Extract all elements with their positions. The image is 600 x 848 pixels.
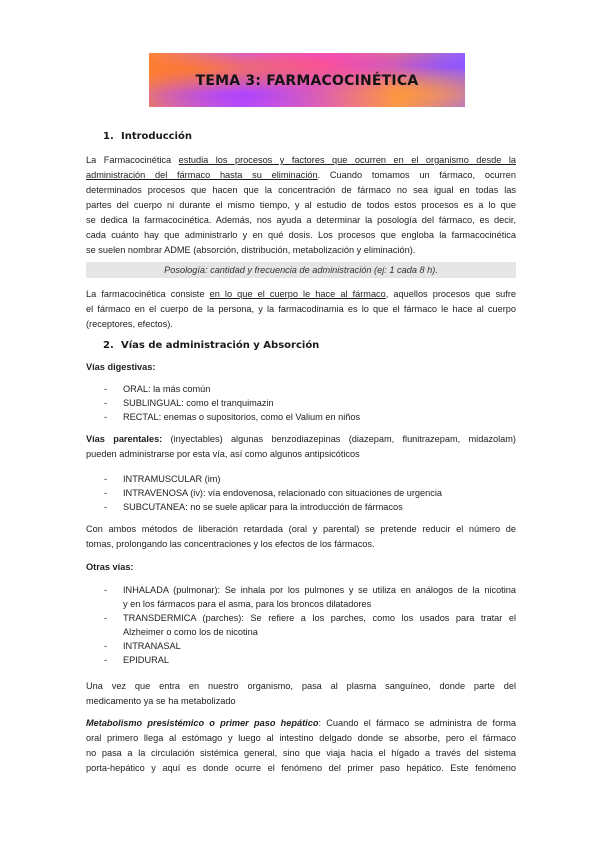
bullet-dash: - <box>104 488 108 498</box>
text-run: La Farmacocinética <box>86 155 179 165</box>
metabolismo-paragraph <box>86 716 516 776</box>
plasma-paragraph <box>86 679 516 709</box>
list-item <box>104 382 516 396</box>
otras-vias-list <box>104 583 516 667</box>
liberacion-retardada-paragraph <box>86 522 516 552</box>
text-line <box>86 168 516 183</box>
vias-parentales-paragraph <box>86 432 516 462</box>
text-line <box>86 153 516 168</box>
text-line: medicamento ya se ha metabolizado <box>86 696 236 706</box>
list-item-text: INHALADA (pulmonar): Se inhala por los pulmones y se utiliza en análogos de la nicotina <box>123 585 516 595</box>
section-number: 2. <box>103 340 114 351</box>
text-run: La farmacocinética consiste <box>86 289 210 299</box>
text-line: no pasa a la circulación sistémica general, sino que viaja hacia el hígado a través del sistema <box>86 748 516 758</box>
list-item-text: TRANSDERMICA (parches): Se refiere a los parches, como los usados para tratar el <box>123 613 516 623</box>
bullet-dash: - <box>104 398 108 408</box>
section-title: Vías de administración y Absorción <box>121 340 320 351</box>
underlined-text: administración del fármaco hasta su eliminación <box>86 170 318 180</box>
bullet-dash: - <box>104 613 108 623</box>
posologia-note: Posología: cantidad y frecuencia de administración (ej: 1 cada 8 h). <box>86 262 516 278</box>
text-line: partes del cuerpo ni durante el mismo tiempo, y al estudio de todos estos procesos es a lo que <box>86 200 516 210</box>
text-line: determinados procesos que hacen que la concentración de fármaco no sea igual en todas las <box>86 185 516 195</box>
bold-label: Vías parentales: <box>86 434 163 444</box>
list-item-text: INTRANASAL <box>123 641 181 651</box>
text-run: (inyectables) algunas benzodiazepinas (diazepam, flunitrazepam, midazolam) <box>162 434 516 444</box>
text-run: : Cuando el fármaco se administra de forma <box>318 718 516 728</box>
list-item <box>104 653 516 667</box>
text-line: (receptores, efectos). <box>86 319 173 329</box>
text-line: se dedica la farmacocinética. Además, nos ayuda a determinar la posología del fármaco, es decir, <box>86 215 516 225</box>
section-heading-introduccion <box>103 131 192 142</box>
bullet-dash: - <box>104 502 108 512</box>
underlined-text: estudia los procesos y factores que ocurren en el organismo desde la <box>178 155 516 165</box>
text-line: porta-hepático y aquí es donde ocurre el fenómeno del primer paso hepático. Este fenómeno <box>86 763 516 773</box>
list-item-text: Alzheimer o como los de nicotina <box>123 627 258 637</box>
bullet-dash: - <box>104 412 108 422</box>
list-item-text: INTRAVENOSA (iv): vía endovenosa, relacionado con situaciones de urgencia <box>123 488 443 498</box>
underlined-text: en lo que el cuerpo le hace al fármaco <box>209 289 386 299</box>
section-number: 1. <box>103 131 114 142</box>
text-line: Una vez que entra en nuestro organismo, pasa al plasma sanguíneo, donde parte del <box>86 681 516 691</box>
text-line: el fármaco en el cuerpo de la persona, y la farmacodinamia es lo que el fármaco le hace al cuerpo <box>86 304 516 314</box>
vias-digestivas-label: Vías digestivas: <box>86 362 156 372</box>
page-title: TEMA 3: FARMACOCINÉTICA <box>195 73 419 89</box>
text-line: pueden administrarse por esta vía, así como algunos antipsicóticos <box>86 449 360 459</box>
list-item <box>104 611 516 639</box>
list-item <box>104 410 516 424</box>
list-item <box>104 639 516 653</box>
list-item <box>104 472 516 486</box>
text-line <box>86 287 516 302</box>
text-line: cada cuánto hay que administrarlo y en qué dosis. Los procesos que engloba la farmacocinética <box>86 230 516 240</box>
section-title: Introducción <box>121 131 192 142</box>
list-item-text: EPIDURAL <box>123 655 169 665</box>
bullet-dash: - <box>104 655 108 665</box>
list-item <box>104 500 516 514</box>
text-line: tomas, prolongando las concentraciones y los efectos de los fármacos. <box>86 539 375 549</box>
bullet-dash: - <box>104 641 108 651</box>
list-item-text: SUBCUTANEA: no se suele aplicar para la introducción de fármacos <box>123 502 403 512</box>
list-item-text: INTRAMUSCULAR (im) <box>123 474 221 484</box>
bullet-dash: - <box>104 384 108 394</box>
otras-vias-label: Otras vías: <box>86 562 134 572</box>
title-banner <box>149 53 465 107</box>
text-line: se suelen nombrar ADME (absorción, distribución, metabolización y eliminación). <box>86 245 416 255</box>
list-item <box>104 396 516 410</box>
list-item <box>104 583 516 611</box>
bullet-dash: - <box>104 585 108 595</box>
text-run: , aquellos procesos que sufre <box>385 289 516 299</box>
text-line <box>86 716 516 731</box>
intro-paragraph <box>86 153 516 258</box>
text-line: Con ambos métodos de liberación retardada (oral y parental) se pretende reducir el número de <box>86 524 516 534</box>
vias-parentales-list <box>104 472 516 514</box>
section-heading-vias <box>103 340 319 351</box>
farmacocinetica-paragraph <box>86 287 516 332</box>
list-item-text: SUBLINGUAL: como el tranquimazin <box>123 398 274 408</box>
vias-digestivas-list <box>104 382 516 424</box>
text-line <box>86 432 516 447</box>
list-item-text: y en los fármacos para el asma, para los broncos dilatadores <box>123 599 372 609</box>
bold-italic-term: Metabolismo presistémico o primer paso hepático <box>86 718 319 728</box>
list-item <box>104 486 516 500</box>
list-item-text: ORAL: la más común <box>123 384 211 394</box>
text-run: . Cuando tomamos un fármaco, ocurren <box>317 170 516 180</box>
bullet-dash: - <box>104 474 108 484</box>
text-line: oral primero llega al estómago y luego al intestino delgado donde se absorbe, pero el fármaco <box>86 733 516 743</box>
list-item-text: RECTAL: enemas o supositorios, como el Valium en niños <box>123 412 361 422</box>
